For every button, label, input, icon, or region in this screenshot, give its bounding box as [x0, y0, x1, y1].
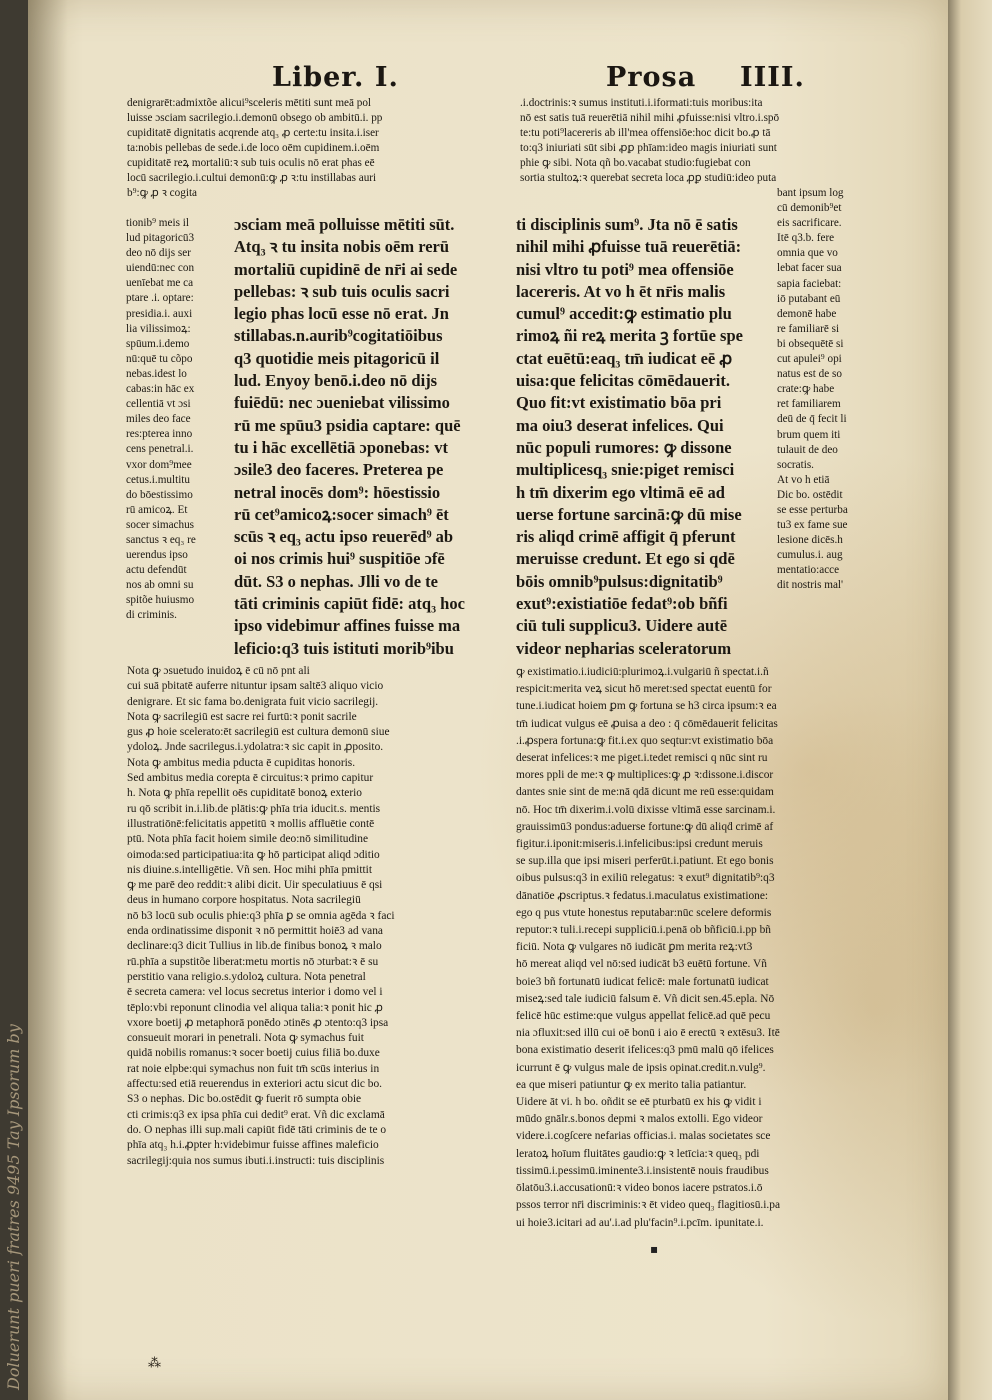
text-line: mūdo gnālr.s.bonos depmi ꝛ malos extolli. Ego videor — [516, 1113, 763, 1126]
text-line: Nota ꝙ ambitus media pducta ē cupiditas honoris. — [127, 756, 356, 769]
text-line: stillabas.n.aurib⁹cogitatiōibus — [234, 326, 443, 346]
text-line: demonē habe — [777, 307, 837, 320]
text-line: rū amicoꝝ. Et — [126, 503, 188, 516]
text-line: locū sacrilegio.i.cultui demonū:ꝙ ꝓ ꝛ:tu instillabas auri — [127, 172, 377, 184]
text-line: Nota ꝙ ɔsuetudo inuidoꝝ ē cū nō pnt ali — [127, 665, 310, 677]
text-line: bi obsequētē si — [777, 337, 844, 350]
text-line: nia ɔfluxit:sed illū cui oē bonū i aio ē erectū ꝛ extēsu3. Itē — [516, 1027, 780, 1040]
text-line: nihil mihi ꝓfuisse tuā reuerētiā: — [516, 237, 742, 257]
text-line: nis diuine.s.intelligētie. Vñ sen. Hoc mihi phīa pmittit — [127, 863, 372, 876]
text-line: multiplicesq₃ snie:piget remisci — [516, 460, 735, 480]
left-narrow-gloss — [126, 216, 230, 624]
text-line: grauissimū3 pondus:aduerse fortune:ꝙ dū aliqḋ crimē af — [516, 820, 774, 833]
text-line: Uidere āt vi. h bo. oñdit se eē pturbatū ex his ꝙ vidit i — [516, 1096, 762, 1109]
text-line: figitur.i.iponit:miseris.i.infelicibus:ipsi credunt meruis — [516, 838, 763, 851]
text-line: ctat euētū:eaq₃ tm̄ iudicat eē ꝓ — [516, 348, 733, 368]
text-line: Atq₃ ꝛ tu insita nobis oēm rerū — [234, 237, 450, 257]
text-line: nos ab omni su — [126, 579, 194, 592]
text-line: se esse perturba — [777, 503, 848, 516]
text-line: deserat infelices:ꝛ me piget.i.tedet remisci q nūc sint ru — [516, 752, 768, 765]
text-line: tēplo:vbi reponunt clinodia vel aliqua talia:ꝛ ponit hic ꝓ — [127, 1001, 383, 1014]
text-line: tu i hāc excellētiā ɔponebas: vt — [234, 437, 449, 457]
text-line: tu3 ex fame sue — [777, 519, 848, 532]
text-line: fuiēdū: nec ɔueniebat vilissimo — [234, 393, 450, 413]
text-line: phīa atq₃ h.i.ꝓpter h:videbimur fuisse affines maleficio — [127, 1139, 379, 1152]
text-line: h tm̄ dixerim ego vltimā eē ad — [516, 482, 725, 502]
text-line: presidia.i. auxi — [126, 307, 193, 320]
text-line: sortia stultoꝝ:ꝛ querebat secreta loca ꝓꝑ studiū:ideo puta — [520, 172, 777, 184]
text-line: ptare .i. optare: — [126, 292, 194, 305]
text-line: nō est satis tuā reuerētiā nihil mihi ꝓfuisse:nisi vltro.i.spō — [520, 112, 780, 124]
text-line: vxore boetij ꝓ metaphorā ponēdo ɔtinēs ꝓ ɔtento:q3 ipsa — [127, 1016, 389, 1029]
text-line: rimoꝝ ñi reꝝ merita ꝫ fortūe spe — [516, 326, 743, 346]
left-bottom-gloss — [127, 664, 499, 1169]
text-line: Sed ambitus media corepta ē circuitus:ꝛ primo capitur — [127, 772, 374, 785]
text-line: spitõe huiusmo — [126, 594, 195, 607]
text-line: bant ipsum log — [777, 187, 844, 199]
text-line: mortaliū cupidinē de nr̄i ai sede — [234, 259, 458, 279]
text-line: cupiditatē dignitatis acqrende atq₃ ꝓ certe:tu insita.i.iser — [127, 127, 379, 139]
text-line: Itē q3.b. fere — [777, 232, 835, 245]
text-line: leratoꝝ hoīum fluitātes gaudio:ꝙ ꝛ letīcia:ꝛ queq₃ pdi — [516, 1147, 760, 1160]
text-line: lacereris. At vo h ēt nr̄is malis — [516, 281, 726, 301]
text-line: sapia faciebat: — [777, 277, 842, 290]
text-line: felicē hūc estime:que vulgus appellat felicē.ad quē pecu — [516, 1010, 771, 1023]
text-line: rū me spūu3 psidia captare: quē — [234, 415, 461, 435]
text-line: lud pitagoricū3 — [126, 232, 195, 245]
text-line: cū demonib⁹et — [777, 202, 842, 215]
running-head-prosa: Prosa — [606, 62, 697, 93]
text-line: rat noie elpbe:qui symachus non fuit tm̄ scūs interius in — [127, 1062, 380, 1075]
text-line: eis sacrificare. — [777, 217, 842, 230]
text-line: se sup.illa que ipsi miseri perferūt.i.patiunt. Et ego bonis — [516, 855, 774, 868]
text-line: hō mereat aliqd vel nō:sed iudicāt b3 euētū fortune. Vñ — [516, 958, 767, 971]
text-line: uerse fortune sarcinā:ꝙ dū mise — [516, 504, 742, 524]
text-line: tulauit de deo — [777, 443, 838, 456]
text-line: denigrarēt:admixtõe alicui⁹sceleris mētiti sunt meā pol — [127, 97, 372, 109]
text-line: ciū tuli supplicu3. Uidere autē — [516, 616, 728, 636]
text-line: cut apulei⁹ opi — [777, 353, 842, 366]
text-line: uenīebat me ca — [126, 277, 194, 290]
text-line: q3 quotidie meis pitagoricū il — [234, 348, 440, 368]
text-line: dit nostris mal' — [777, 579, 844, 592]
text-line: cens penetral.i. — [126, 443, 194, 456]
text-line: perstitio vana religio.s.ydoloꝝ cultura. Nota penetral — [127, 970, 366, 983]
text-line: spūum.i.demo — [126, 337, 190, 350]
text-line: dānatiōe ꝓscriptus.ꝛ fedatus.i.maculatus existimatione: — [516, 889, 769, 902]
text-line: actu defendūt — [126, 564, 187, 577]
running-head-liber: Liber. I. — [272, 62, 399, 93]
text-line: nō. Hoc tm̄ dixerim.i.volū dixisse vltimā esse sarcinam.i. — [516, 803, 776, 816]
text-line: luisse ɔsciam sacrilegio.i.demonū obsego ob ambitū.i. pp — [127, 112, 383, 124]
text-line: tionib⁹ meis il — [126, 217, 189, 229]
text-line: ui hoie3.icitari ad au'.i.ad plu'facin⁹.i.pcīm. ipunitate.i. — [516, 1216, 764, 1229]
text-line: nebas.idest lo — [126, 367, 187, 380]
text-line: uerendus ipso — [126, 549, 188, 562]
text-line: ta:nobis pellebas de sede.i.de loco oēm cupidinem.i.oēm — [127, 142, 380, 154]
text-line: mentatio:acce — [777, 564, 840, 577]
text-line: tissimū.i.pessimū.iminente3.i.insistentē nouis fraudibus — [516, 1164, 769, 1177]
text-line: uisa:que felicitas cōmēdauerit. — [516, 371, 731, 391]
text-line: ma oiu3 deserat infelices. Qui — [516, 415, 724, 435]
text-line: lebat facer sua — [777, 262, 842, 275]
right-main-text — [516, 214, 774, 660]
text-line: ɔsciam meā polluisse mētiti sūt. — [234, 215, 455, 234]
text-line: pssos terror nr̄i discriminis:ꝛ ēt video queq₃ flagitiosū.i.pa — [516, 1199, 781, 1212]
page-dot: ▪ — [650, 1242, 659, 1256]
text-line: vxor dom⁹mee — [126, 458, 192, 471]
text-line: nūc populi rumores: ꝙ dissone — [516, 437, 732, 457]
text-line: cabas:in hāc ex — [126, 383, 195, 396]
text-line: sacrilegij:quia nos sumus ibuti.i.instructi: tuis disciplinis — [127, 1154, 385, 1167]
text-line: sanctus ꝛ eq₃ re — [126, 533, 196, 546]
text-line: oi nos crimis hui⁹ suspitiōe ɔfē — [234, 549, 445, 569]
text-line: di criminis. — [126, 609, 177, 622]
right-bottom-gloss — [516, 664, 894, 1232]
text-line: rū.phīa a supstitõe liberat:metu mortis nō ɔturbat:ꝛ ē su — [127, 955, 379, 968]
text-line: oimoda:sed participatiua:ita ꝙ hō participat aliqd ɔditio — [127, 848, 380, 861]
text-line: dantes snie sint de me:nā qdā dicunt me reū esse:quidam — [516, 786, 774, 799]
text-line: omnia que vo — [777, 247, 838, 260]
text-line: declinare:q3 dicit Tullius in lib.de finibus bonoꝝ ꝛ malo — [127, 940, 382, 953]
text-line: iō putabant eū — [777, 292, 841, 305]
text-line: deo nō dijs ser — [126, 247, 191, 260]
text-line: illustratiōnē:felicitatis appetitū ꝛ mollis affluētie contē — [127, 817, 375, 830]
text-line: netral inocēs dom⁹: hōestissio — [234, 482, 441, 502]
text-line: videor nepharias sceleratorum — [516, 638, 732, 658]
text-line: te:tu poti⁹lacereris ab ill'mea offensiōe:hoc dicit bo.ꝓ tā — [520, 127, 771, 139]
text-line: Dic bo. ostēdit — [777, 488, 843, 501]
text-line: oibus pulsus:q3 in exiliū relegatus: ꝛ exut⁹ dignitatib⁹:q3 — [516, 872, 775, 885]
text-line: crate:ꝙ habe — [777, 383, 835, 396]
text-line: lud. Enyoy benō.i.deo nō dijs — [234, 371, 438, 391]
text-line: b⁹:ꝙ ꝓ ꝛ cogita — [127, 187, 198, 199]
left-main-text — [234, 214, 502, 660]
text-line: .i.ꝓspera fortuna:ꝙ fit.i.ex quo seqtur:vt existimatio bōa — [516, 734, 774, 747]
text-line: ea que miseri patiuntur ꝙ ex merito talia patiantur. — [516, 1078, 747, 1091]
text-line: reputor:ꝛ tuli.i.recepi suppliciū.i.penā ob bñficiū.i.pp bñ — [516, 924, 771, 937]
text-line: ret familiarem — [777, 398, 841, 411]
text-line: denigrare. Et sic fama bo.denigrata fuit vicio sacrilegij. — [127, 695, 379, 708]
text-line: ꝙ me parē deo reddit:ꝛ alibi dicit. Uir speculatiuus ē qsi — [127, 879, 383, 892]
text-line: affectu:sed etiā reuerendus in exteriori actu sicut dic bo. — [127, 1078, 383, 1091]
right-top-gloss — [520, 96, 892, 186]
text-line: ydoloꝝ. Jnde sacrilegus.i.ydolatra:ꝛ sic capit in ꝓposito. — [127, 741, 384, 754]
text-line: ptū. Nota phīa facit hoiem simile deo:nō similitudine — [127, 833, 369, 846]
text-line: quidā nobilis romanus:ꝛ socer boetij cuius filiā bo.duxe — [127, 1047, 380, 1060]
text-line: tāti criminis capiūt fidē: atq₃ hoc — [234, 594, 465, 614]
text-line: meruisse credunt. Et ego si qdē — [516, 549, 735, 569]
text-line: do bōestissimo — [126, 488, 193, 501]
text-line: deū de q̄ fecit li — [777, 413, 847, 426]
text-line: ē secreta camera: vel locus secretus interior i domo vel i — [127, 986, 383, 999]
text-line: lesione dicēs.h — [777, 534, 843, 547]
text-line: cui suā pbitatē auferre nituntur ipsam saltē3 aliquo vicio — [127, 680, 384, 693]
text-line: socratis. — [777, 458, 814, 471]
text-line: miseꝝ:sed tale iudiciū falsum ē. Vñ dicit sen.45.epla. Nō — [516, 992, 775, 1005]
text-line: h. Nota ꝙ phīa repellit oēs cupiditatē bonoꝝ exterio — [127, 787, 362, 800]
text-line: bona existimatio deserit ifelices:q3 pmū malū qō ifelices — [516, 1044, 774, 1057]
text-line: consueuit morari in penetrali. Nota ꝙ symachus fuit — [127, 1032, 364, 1045]
facing-page-edge — [948, 0, 992, 1400]
text-line: ru qō scribit in.i.lib.de plātis:ꝙ phīa tria iducit.s. mentis — [127, 802, 381, 815]
text-line: respicit:merita veꝝ sicut hō meret:sed spectat euentū for — [516, 683, 772, 696]
text-line: cellentiā vt ɔsi — [126, 398, 191, 411]
text-line: videre.i.cogſcere nefarias officias.i. malas societates sce — [516, 1130, 771, 1143]
text-line: At vo h etiā — [777, 473, 830, 486]
text-line: Nota ꝙ sacrilegiū est sacre rei furtū:ꝛ ponit sacrile — [127, 710, 357, 723]
gutter-shadow — [28, 0, 68, 1400]
bottom-ornament: ⁂ — [148, 1356, 161, 1371]
text-line: ōlatōu3.i.accusationū:ꝛ video bonos iacere pstratos.i.ō — [516, 1182, 763, 1195]
text-line: S3 o nephas. Dic bo.ostēdit ꝙ fuerit rō sumpta obie — [127, 1093, 362, 1106]
text-line: nū:quē tu cõpo — [126, 352, 193, 365]
text-line: socer simachus — [126, 518, 195, 531]
text-line: ego q pus vtute honestus reputabar:nūc scelere deformis — [516, 906, 772, 919]
text-line: uiendū:nec con — [126, 262, 195, 275]
text-line: do. O nephas illi sup.mali capiūt fidē tāti criminis de te o — [127, 1123, 387, 1136]
text-line: lia vilissimoꝝ: — [126, 322, 191, 335]
text-line: phie ꝙ sibi. Nota qñ bo.vacabat studio:fugiebat con — [520, 157, 751, 169]
text-line: pellebas: ꝛ sub tuis oculis sacri — [234, 281, 450, 301]
text-line: cti crimis:q3 ex ipsa phīa cui dedit⁹ erat. Vñ dic exclamā — [127, 1108, 385, 1121]
running-head-number: IIII. — [740, 62, 805, 93]
handwritten-margin-inscription: Doluerunt pueri fratres 9495 Tay Ipsorum by — [4, 1024, 23, 1390]
text-line: dūt. S3 o nephas. Jlli vo de te — [234, 571, 438, 591]
text-line: tm̄ iudicat vulgus eē ꝓuisa a deo : q̄ cōmēdauerit felicitas — [516, 717, 778, 730]
text-line: deus in humano corpore hospitatus. Nota sacrilegiū — [127, 894, 361, 907]
text-line: bōis omnib⁹pulsus:dignitatib⁹ — [516, 571, 723, 591]
text-line: Quo fit:vt existimatio bōa pri — [516, 393, 722, 413]
left-top-gloss — [127, 96, 499, 201]
text-line: ɔsile3 deo faceres. Preterea pe — [234, 460, 444, 480]
text-line: ti disciplinis sum⁹. Jta nō ē satis — [516, 215, 738, 234]
text-line: cumul⁹ accedit:ꝙ estimatio plu — [516, 304, 732, 324]
text-line: nisi vltro tu poti⁹ mea offensiōe — [516, 259, 734, 279]
text-line: ꝙ existimatio.i.iudiciū:plurimoꝝ.i.vulgariū ñ spectat.i.ñ — [516, 666, 769, 678]
text-line: mores ppli de me:ꝛ ꝙ multiplices:ꝙ ꝓ ꝛ:dissone.i.discor — [516, 769, 774, 782]
text-line: re familiarē si — [777, 322, 840, 335]
text-line: ris aliqd crimē affigit q̄ pferunt — [516, 527, 736, 547]
text-line: nō b3 locū sub oculis phie:q3 phīa ꝑ se omnia agēda ꝛ faci — [127, 909, 395, 922]
text-line: natus est de so — [777, 368, 842, 381]
text-line: exut⁹:existiatiōe fedat⁹:ob bñfi — [516, 594, 728, 614]
text-line: to:q3 iniuriati sūt sibi ꝓꝑ phīam:ideo magis iniuriati sunt — [520, 142, 777, 154]
text-line: brum quem iti — [777, 428, 841, 441]
text-line: tune.i.iudicat hoiem ꝑm ꝙ fortuna se h3 circa ipsum:ꝛ ea — [516, 700, 777, 713]
text-line: leficio:q3 tuis istituti morib⁹ibu — [234, 638, 454, 658]
text-line: .i.doctrinis:ꝛ sumus instituti.i.iformati:tuis moribus:ita — [520, 97, 763, 109]
text-line: ficiū. Nota ꝙ vulgares nō iudicāt ꝑm merita reꝝ:vt3 — [516, 941, 753, 954]
text-line: rū cet⁹amicoꝝ:socer simach⁹ ēt — [234, 504, 449, 524]
text-line: boie3 bñ fortunatū iudicat felicē: male fortunatū iudicat — [516, 975, 769, 988]
text-line: cumulus.i. aug — [777, 549, 843, 562]
text-line: icurrunt ē ꝙ vulgus male de ipsis opinat.credit.n.vulg⁹. — [516, 1061, 766, 1074]
text-line: ipso videbimur affines fuisse ma — [234, 616, 461, 636]
text-line: miles deo face — [126, 413, 191, 426]
text-line: enda ordinatissime disponit ꝛ nō permittit hoiē3 ad vana — [127, 925, 383, 938]
text-line: cetus.i.multitu — [126, 473, 191, 486]
text-line: res:pterea inno — [126, 428, 193, 441]
right-narrow-gloss — [777, 186, 895, 594]
text-line: gus ꝓ hoie scelerato:ēt sacrilegiū est cultura demonū siue — [127, 726, 390, 739]
text-line: legio phas locū esse nō erat. Jn — [234, 304, 449, 324]
text-line: cupiditatē reꝝ mortaliū:ꝛ sub tuis oculis nō erat phas eē — [127, 157, 375, 169]
text-line: scūs ꝛ eq₃ actu ipso reuerēd⁹ ab — [234, 527, 454, 547]
